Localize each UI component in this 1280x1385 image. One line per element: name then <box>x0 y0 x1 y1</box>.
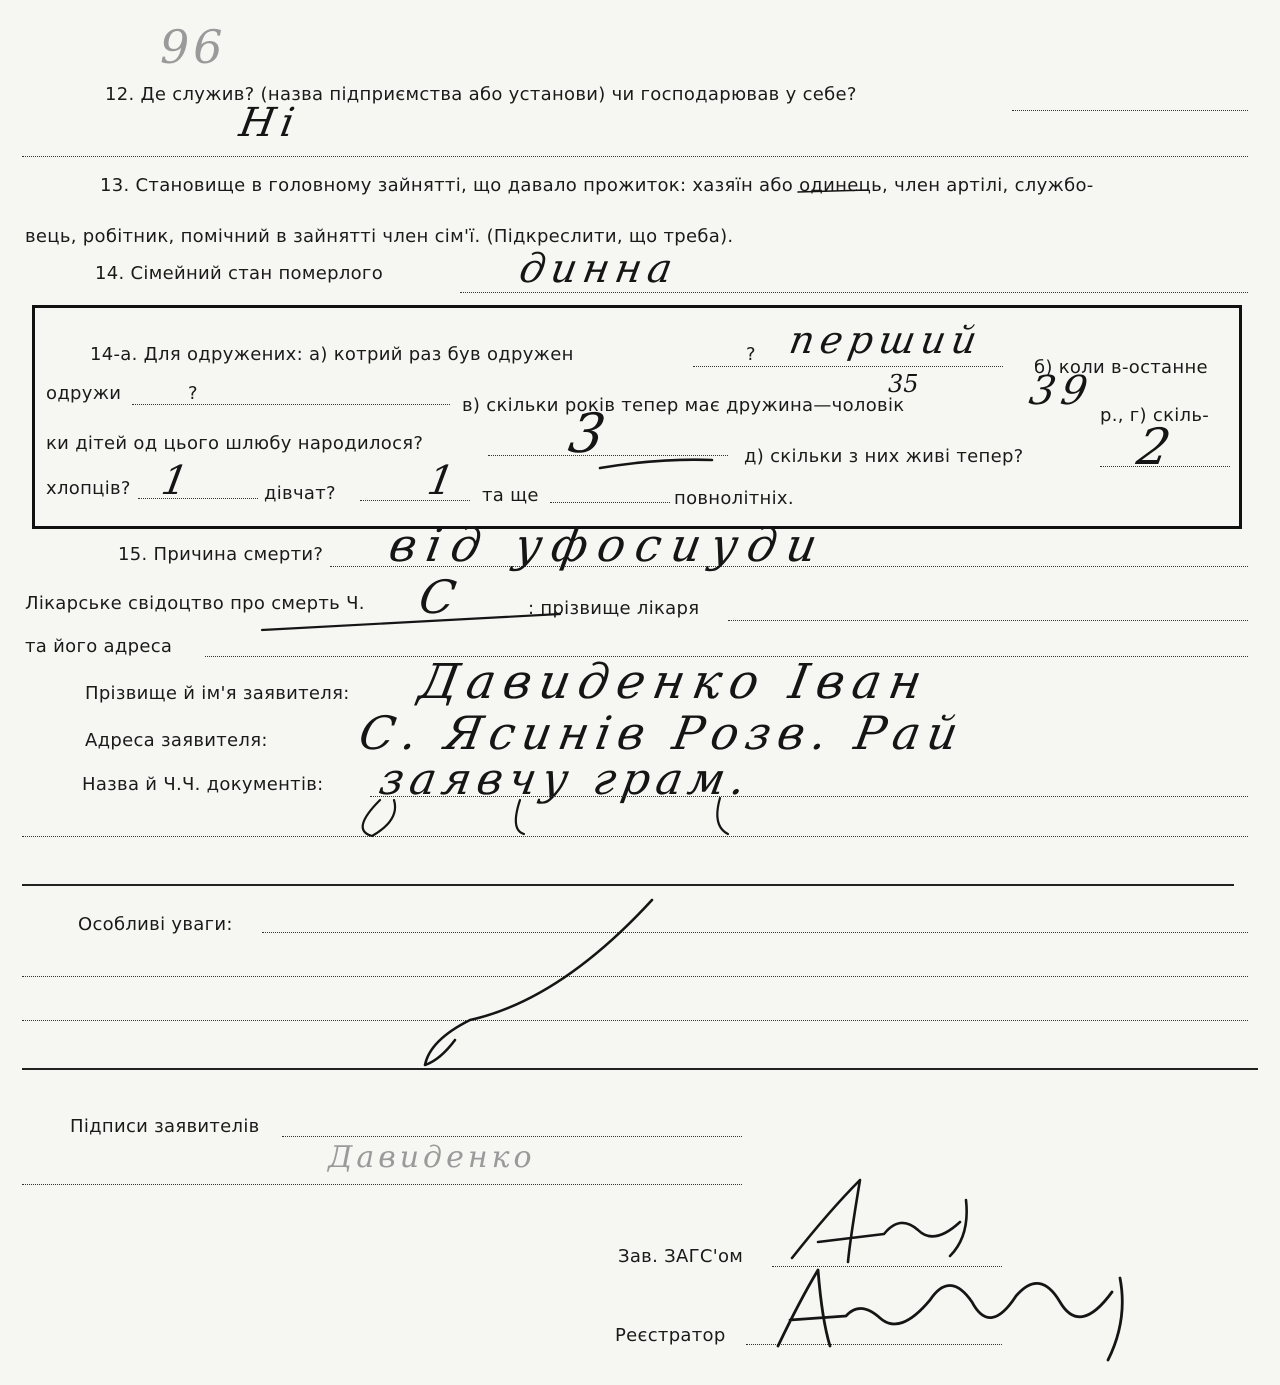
q14a-label-d: д) скільки з них живі тепер? <box>744 446 1024 467</box>
q12-label: 12. Де служив? (назва підприємства або установи) чи господарював у себе? <box>105 84 857 105</box>
q14a-label-adult: повнолітніх. <box>674 488 794 509</box>
registrar-label: Реєстратор <box>615 1325 726 1346</box>
q14a-answer-times: перший <box>786 318 987 362</box>
documents-tail-2 <box>516 800 524 834</box>
documents-answer: заявчу грам. <box>375 754 756 805</box>
q14a-answer-alive: 2 <box>1132 418 1181 476</box>
applicant-name-label: Прізвище й ім'я заявителя: <box>85 683 350 704</box>
q14a-answer-born: 3 <box>564 402 616 465</box>
q14a-answer-age: 39 <box>1025 368 1097 414</box>
applicant-address-answer: С. Ясинів Розв. Рай <box>355 706 969 760</box>
documents-tail-1 <box>363 800 395 836</box>
q14a-answer-girls: 1 <box>423 458 464 504</box>
underline-master <box>798 190 868 192</box>
corner-number: 96 <box>160 20 227 74</box>
signatures-label: Підписи заявителів <box>70 1116 260 1137</box>
applicant-signature: Давиденко <box>328 1140 536 1175</box>
registrar-signature <box>778 1270 1122 1360</box>
notes-label: Особливі уваги: <box>78 914 233 935</box>
q14-label: 14. Сімейний стан померлого <box>95 263 384 284</box>
q14a-qmark-marry: ? <box>188 383 198 404</box>
q14a-label-marry: одружи <box>46 383 122 404</box>
q12-answer: Ні <box>235 100 304 146</box>
q14-answer: динна <box>515 246 682 292</box>
doctor-label: : прізвище лікаря <box>528 598 700 619</box>
certificate-answer: С <box>415 570 466 624</box>
documents-tail-3 <box>717 798 728 834</box>
q14a-label-children: ки дітей од цього шлюбу народилося? <box>46 433 424 454</box>
documents-label: Назва й Ч.Ч. документів: <box>82 774 324 795</box>
head-label: Зав. ЗАГС'ом <box>618 1246 744 1267</box>
doctor-address-label: та його адреса <box>25 636 173 657</box>
q14a-label-girls: дівчат? <box>264 483 336 504</box>
applicant-address-label: Адреса заявителя: <box>85 730 268 751</box>
q14a-label-v: в) скільки років тепер має дружина—чоловік <box>462 395 905 416</box>
q14a-label-boys: хлопців? <box>46 478 131 499</box>
head-signature <box>792 1180 967 1262</box>
q14a-label-b: б) коли в-останне <box>1034 357 1208 378</box>
certificate-label: Лікарське свідоцтво про смерть Ч. <box>25 593 365 614</box>
q13-label-line1: 13. Становище в головному зайнятті, що давало прожиток: хазяїн або одинець, член артілі, службо- <box>100 175 1094 196</box>
q14a-label-g: р., г) скіль- <box>1100 405 1210 426</box>
q13-label-line2: вець, робітник, помічний в зайнятті член сім'ї. (Підкреслити, що треба). <box>25 226 734 247</box>
underline-certificate <box>262 614 560 630</box>
q15-label: 15. Причина смерти? <box>118 544 324 565</box>
q14a-age-top: 35 <box>888 370 919 398</box>
notes-cross-out-stroke <box>425 900 652 1065</box>
q15-answer: від уфосиуди <box>385 518 832 572</box>
underline-born <box>600 460 712 468</box>
q14a-label-a: 14-а. Для одружених: а) котрий раз був одружен <box>90 344 574 365</box>
q14a-label-more: та ще <box>482 485 539 506</box>
applicant-name-answer: Давиденко Іван <box>415 654 934 710</box>
q14a-qmark-a: ? <box>746 344 756 365</box>
q14a-answer-boys: 1 <box>157 458 198 504</box>
